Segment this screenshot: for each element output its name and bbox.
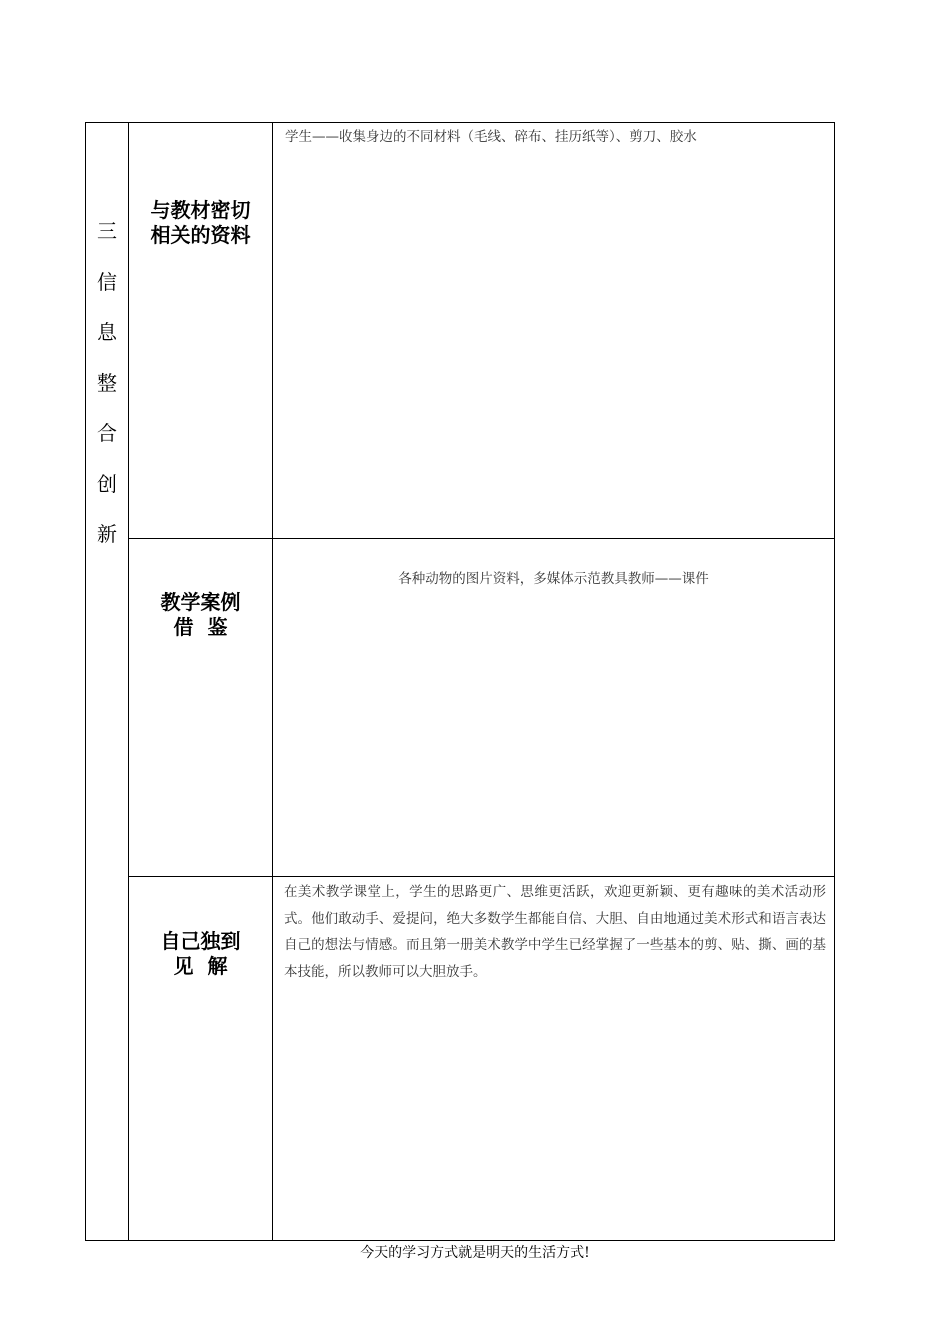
row-content-cell <box>273 539 835 877</box>
section-title-char: 合 <box>97 421 117 445</box>
row-label-own-insight: 自己独到 见 解 <box>160 929 241 978</box>
row-content-cell <box>273 877 835 1241</box>
section-title-char: 信 <box>97 269 117 294</box>
row-content-cell <box>273 123 835 539</box>
table-row <box>86 877 835 1241</box>
section-title-char: 新 <box>97 522 117 546</box>
section-title <box>86 221 128 544</box>
section-title-char: 创 <box>97 471 117 496</box>
section-title-char: 息 <box>97 320 117 344</box>
row-label-case-reference: 教学案例 借 鉴 <box>160 590 241 639</box>
page-footer-motto: 今天的学习方式就是明天的生活方式! <box>360 1245 590 1261</box>
section-title-char: 三 <box>97 219 117 243</box>
row-content-case-reference: 各种动物的图片资料，多媒体示范教具教师——课件 <box>398 571 709 587</box>
row-label-materials: 与教材密切 相关的资料 <box>150 198 251 247</box>
row-label-cell <box>129 877 273 1241</box>
row-label-cell <box>129 539 273 877</box>
section-title-char: 整 <box>97 370 117 395</box>
table-row <box>86 123 835 539</box>
section-header-cell <box>86 123 129 1241</box>
row-content-materials: 学生——收集身边的不同材料（毛线、碎布、挂历纸等）、剪刀、胶水 <box>285 129 697 145</box>
table-row <box>86 539 835 877</box>
row-label-cell <box>129 123 273 539</box>
row-content-own-insight: 在美术教学课堂上，学生的思路更广、思维更活跃，欢迎更新颖、更有趣味的美术活动形式。他们敢动手、爱提问，绝大多数学生都能自信、大胆、自由地通过美术形式和语言表达自己的想法与情感。而且第一册美术教学中学生已经掌握了一些基本的剪、贴、撕、画的基本技能，所以教师可以大胆放手。 <box>284 884 826 980</box>
info-integration-table <box>85 122 835 1241</box>
